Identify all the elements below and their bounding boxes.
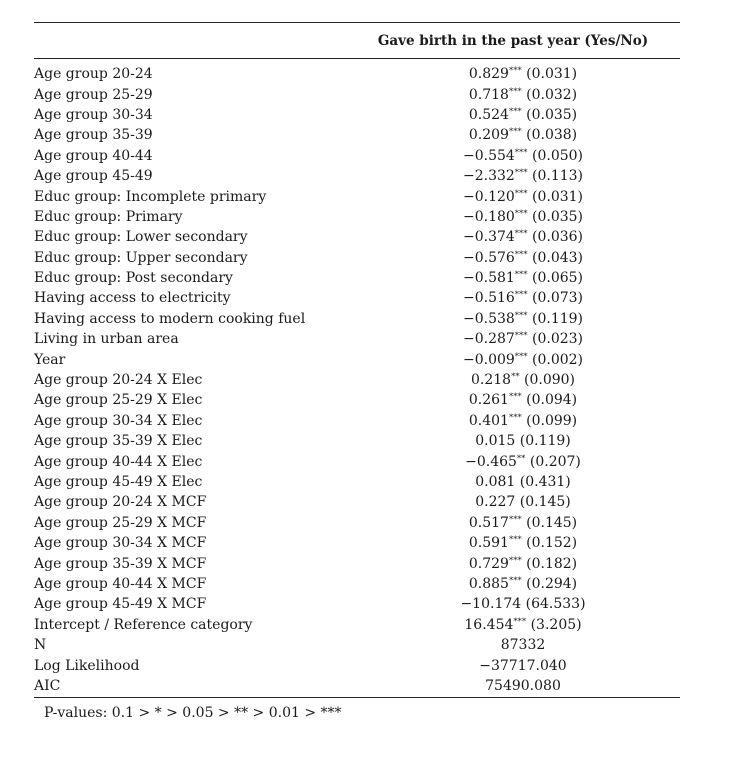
row-value <box>366 617 680 633</box>
standard-error: (0.035) <box>526 106 578 123</box>
standard-error: (0.090) <box>524 372 576 389</box>
table-row <box>34 105 680 125</box>
row-label: Age group 25-29 X Elec <box>34 392 203 409</box>
row-value <box>366 189 680 205</box>
significance-stars: *** <box>514 331 528 342</box>
significance-stars: *** <box>508 127 522 138</box>
row-value <box>366 107 680 123</box>
coefficient: 0.718 <box>468 86 509 103</box>
significance-stars: *** <box>514 270 528 281</box>
coefficient: −0.374 <box>462 229 515 246</box>
significance-stars: *** <box>513 616 527 627</box>
significance-stars: ** <box>511 372 520 383</box>
row-value <box>366 454 680 470</box>
row-label: Age group 20-24 X Elec <box>34 372 203 389</box>
table-row <box>34 166 680 186</box>
table-row <box>34 125 680 145</box>
table-row <box>34 227 680 247</box>
standard-error: (0.145) <box>519 494 571 511</box>
row-value <box>366 331 680 347</box>
row-label: Age group 35-39 <box>34 127 153 144</box>
significance-stars: *** <box>514 351 528 362</box>
coefficient: −0.516 <box>462 290 515 307</box>
row-label: Age group 20-24 X MCF <box>34 494 207 511</box>
significance-stars: *** <box>514 147 528 158</box>
table-row <box>34 574 680 594</box>
table-row <box>34 533 680 553</box>
row-value <box>366 474 680 490</box>
significance-stars: *** <box>508 555 522 566</box>
row-label: Age group 40-44 X MCF <box>34 575 207 592</box>
coefficient: −0.180 <box>462 208 515 225</box>
significance-stars: *** <box>514 310 528 321</box>
row-value <box>366 576 680 592</box>
standard-error: (0.099) <box>526 412 578 429</box>
row-value <box>366 87 680 103</box>
significance-stars: *** <box>508 392 522 403</box>
row-label: Age group 40-44 X Elec <box>34 453 203 470</box>
row-label: Age group 40-44 <box>34 147 153 164</box>
coefficient: 0.517 <box>468 514 509 531</box>
standard-error: (0.094) <box>526 392 578 409</box>
row-label: Age group 45-49 <box>34 168 153 185</box>
row-label: AIC <box>34 677 61 694</box>
standard-error: (0.043) <box>532 249 584 266</box>
row-label: Age group 35-39 X MCF <box>34 555 207 572</box>
coefficient: −0.581 <box>462 270 515 287</box>
row-value <box>366 413 680 429</box>
row-label: Having access to electricity <box>34 290 231 307</box>
table-row <box>34 309 680 329</box>
coefficient: 0.209 <box>468 127 509 144</box>
table-row <box>34 248 680 268</box>
coefficient: 16.454 <box>464 616 514 633</box>
row-label: Age group 30-34 X MCF <box>34 535 207 552</box>
row-value <box>366 658 680 674</box>
coefficient: 0.227 <box>475 494 516 511</box>
significance-stars: *** <box>514 229 528 240</box>
standard-error: (0.038) <box>526 127 578 144</box>
significance-stars: *** <box>508 535 522 546</box>
standard-error: (0.119) <box>519 433 571 450</box>
significance-stars: *** <box>514 208 528 219</box>
coefficient: −0.465 <box>465 453 517 470</box>
table-row <box>34 329 680 349</box>
regression-table <box>34 22 680 721</box>
table-row <box>34 492 680 512</box>
row-value <box>366 556 680 572</box>
bottom-rule <box>34 697 680 698</box>
table-row <box>34 207 680 227</box>
table-row <box>34 615 680 635</box>
coefficient: 0.218 <box>470 372 512 389</box>
standard-error: (0.145) <box>526 514 578 531</box>
row-value <box>366 290 680 306</box>
standard-error: (0.065) <box>532 270 584 287</box>
table-row <box>34 553 680 573</box>
significance-stars: *** <box>508 575 522 586</box>
row-value <box>366 372 680 388</box>
row-value <box>366 168 680 184</box>
row-label: N <box>34 637 47 654</box>
standard-error: (0.294) <box>526 575 578 592</box>
table-row <box>34 472 680 492</box>
table-row <box>34 370 680 390</box>
standard-error: (0.073) <box>532 290 584 307</box>
row-label: Year <box>34 351 66 368</box>
coefficient: 75490.080 <box>485 677 561 694</box>
row-label: Educ group: Primary <box>34 208 183 225</box>
coefficient: 0.015 <box>475 433 516 450</box>
table-row <box>34 390 680 410</box>
row-label: Age group 45-49 X Elec <box>34 474 203 490</box>
table-row <box>34 146 680 166</box>
table-row <box>34 655 680 675</box>
footnote: P-values: 0.1 > * > 0.05 > ** > 0.01 > *** <box>44 705 342 722</box>
row-label: Educ group: Upper secondary <box>34 249 248 266</box>
row-value <box>366 678 680 694</box>
standard-error: (64.533) <box>525 596 586 613</box>
table-row <box>34 288 680 308</box>
coefficient: 0.829 <box>468 66 509 83</box>
coefficient: 0.729 <box>468 555 509 572</box>
row-value <box>366 270 680 286</box>
table-row <box>34 451 680 471</box>
row-label: Having access to modern cooking fuel <box>34 310 306 327</box>
coefficient: 0.524 <box>468 106 509 123</box>
standard-error: (0.031) <box>532 188 584 205</box>
row-label: Log Likelihood <box>34 657 140 674</box>
significance-stars: *** <box>514 188 528 199</box>
standard-error: (0.032) <box>526 86 578 103</box>
table-row <box>34 431 680 451</box>
row-label: Age group 45-49 X MCF <box>34 596 207 613</box>
row-value <box>366 352 680 368</box>
coefficient: −0.120 <box>462 188 515 205</box>
standard-error: (0.035) <box>532 208 584 225</box>
standard-error: (3.205) <box>530 616 582 633</box>
standard-error: (0.431) <box>519 474 571 490</box>
table-row <box>34 411 680 431</box>
row-value <box>366 250 680 266</box>
row-value <box>366 494 680 510</box>
standard-error: (0.036) <box>532 229 584 246</box>
table-row <box>34 594 680 614</box>
standard-error: (0.050) <box>532 147 584 164</box>
row-value <box>366 148 680 164</box>
significance-stars: *** <box>514 290 528 301</box>
standard-error: (0.023) <box>532 331 584 348</box>
significance-stars: *** <box>508 514 522 525</box>
coefficient: −2.332 <box>462 168 515 185</box>
table-row <box>34 84 680 104</box>
table-header <box>34 23 680 59</box>
significance-stars: *** <box>514 168 528 179</box>
row-label: Educ group: Incomplete primary <box>34 188 267 205</box>
coefficient: 0.591 <box>468 535 509 552</box>
significance-stars: *** <box>508 412 522 423</box>
row-label: Intercept / Reference category <box>34 616 253 633</box>
row-value <box>366 127 680 143</box>
standard-error: (0.002) <box>532 351 584 368</box>
row-value <box>366 637 680 653</box>
table-row <box>34 64 680 84</box>
row-label: Age group 25-29 <box>34 86 153 103</box>
coefficient: 0.261 <box>468 392 509 409</box>
coefficient: 0.401 <box>468 412 509 429</box>
row-label: Living in urban area <box>34 331 179 348</box>
significance-stars: *** <box>514 249 528 260</box>
coefficient: 0.081 <box>475 474 516 490</box>
significance-stars: *** <box>508 106 522 117</box>
table-row <box>34 186 680 206</box>
standard-error: (0.113) <box>532 168 584 185</box>
standard-error: (0.031) <box>526 66 578 83</box>
row-value <box>366 66 680 82</box>
standard-error: (0.207) <box>529 453 581 470</box>
row-label: Age group 35-39 X Elec <box>34 433 203 450</box>
coefficient: −0.538 <box>462 310 515 327</box>
row-label: Age group 30-34 <box>34 106 153 123</box>
row-label: Age group 20-24 <box>34 66 153 83</box>
row-value <box>366 433 680 449</box>
row-label: Educ group: Post secondary <box>34 270 233 287</box>
coefficient: −0.009 <box>462 351 515 368</box>
table-row <box>34 635 680 655</box>
row-value <box>366 209 680 225</box>
row-value <box>366 311 680 327</box>
row-label: Educ group: Lower secondary <box>34 229 248 246</box>
row-value <box>366 515 680 531</box>
row-value <box>366 392 680 408</box>
table-row <box>34 349 680 369</box>
row-value <box>366 596 680 612</box>
row-label: Age group 25-29 X MCF <box>34 514 207 531</box>
row-value <box>366 229 680 245</box>
standard-error: (0.152) <box>526 535 578 552</box>
coefficient: 87332 <box>500 637 546 654</box>
coefficient: −37717.040 <box>479 657 567 674</box>
significance-stars: *** <box>508 86 522 97</box>
standard-error: (0.182) <box>526 555 578 572</box>
coefficient: 0.885 <box>468 575 509 592</box>
standard-error: (0.119) <box>532 310 584 327</box>
row-value <box>366 535 680 551</box>
table-row <box>34 513 680 533</box>
table-row <box>34 676 680 696</box>
significance-stars: *** <box>508 66 522 77</box>
table-row <box>34 268 680 288</box>
significance-stars: ** <box>516 453 526 464</box>
column-header: Gave birth in the past year (Yes/No) <box>377 32 649 49</box>
coefficient: −0.287 <box>462 331 515 348</box>
row-label: Age group 30-34 X Elec <box>34 412 203 429</box>
coefficient: −0.554 <box>462 147 515 164</box>
coefficient: −10.174 <box>460 596 522 613</box>
coefficient: −0.576 <box>462 249 515 266</box>
table-body <box>34 59 680 696</box>
